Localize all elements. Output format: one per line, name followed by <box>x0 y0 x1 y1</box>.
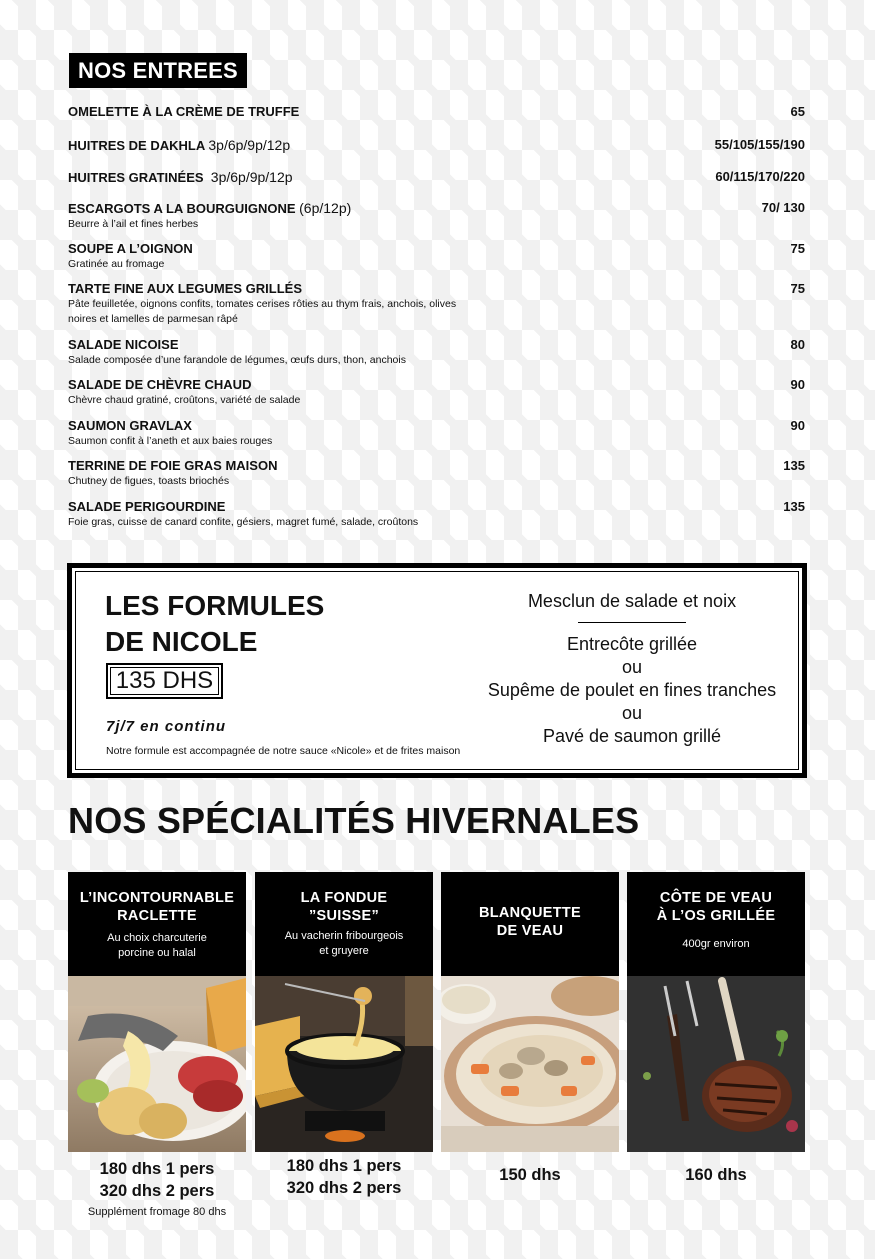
formule-menu <box>472 590 792 748</box>
item-price: 55/105/155/190 <box>714 137 805 152</box>
item-price: 135 <box>783 458 805 473</box>
card-header <box>627 872 805 976</box>
item-description: Chèvre chaud gratiné, croûtons, variété de salade <box>68 394 301 406</box>
item-price: 135 <box>783 499 805 514</box>
menu-item <box>68 377 805 408</box>
item-price: 90 <box>790 377 805 392</box>
item-description: Gratinée au fromage <box>68 258 165 270</box>
item-name: HUITRES GRATINÉES <box>68 170 204 185</box>
menu-item <box>68 137 805 154</box>
formule-note: Notre formule est accompagnée de notre sauce «Nicole» et de frites maison <box>106 745 461 757</box>
menu-item <box>68 200 805 232</box>
item-price: 80 <box>790 337 805 352</box>
item-name: SAUMON GRAVLAX <box>68 418 192 433</box>
item-name: SALADE DE CHÈVRE CHAUD <box>68 377 252 392</box>
item-description: Beurre à l’ail et fines herbes <box>68 218 199 230</box>
card-price-line1: 180 dhs 1 pers <box>286 1157 402 1175</box>
item-name: SALADE PERIGOURDINE <box>68 499 226 514</box>
blanquette-image <box>441 976 619 1152</box>
card-desc <box>255 929 433 959</box>
card-name-line2: RACLETTE <box>117 908 197 924</box>
card-header <box>68 872 246 976</box>
card-price-line2: 320 dhs 2 pers <box>99 1182 215 1200</box>
formule-main-1: Entrecôte grillée <box>566 634 698 654</box>
card-price <box>627 1164 805 1186</box>
item-portions: 3p/6p/9p/12p <box>210 169 293 185</box>
fondue-photo <box>255 976 433 1152</box>
card-price <box>255 1155 433 1199</box>
fondue-image <box>255 976 433 1152</box>
item-name: SALADE NICOISE <box>68 337 179 352</box>
item-price: 60/115/170/220 <box>715 169 805 184</box>
card-desc-line2: porcine ou halal <box>118 947 196 959</box>
item-price: 75 <box>790 281 805 296</box>
card-price <box>68 1158 246 1202</box>
item-description: Foie gras, cuisse de canard confite, gésiers, magret fumé, salade, croûtons <box>68 516 419 528</box>
formule-or-2: ou <box>621 703 643 723</box>
item-name: ESCARGOTS A LA BOURGUIGNONE <box>68 201 296 216</box>
raclette-image <box>68 976 246 1152</box>
specialty-card-fondue <box>255 872 433 1199</box>
card-header <box>255 872 433 976</box>
raclette-photo <box>68 976 246 1152</box>
formule-price-badge <box>106 663 223 699</box>
card-desc-line1: Au choix charcuterie <box>107 932 207 944</box>
item-portions: 3p/6p/9p/12p <box>208 137 291 153</box>
formule-starter: Mesclun de salade et noix <box>527 591 737 611</box>
card-desc <box>68 931 246 961</box>
card-desc-line2: et gruyere <box>319 945 369 957</box>
formule-or-1: ou <box>621 657 643 677</box>
menu-item <box>68 418 805 449</box>
cote-de-veau-photo <box>627 976 805 1152</box>
card-name-line1: CÔTE DE VEAU <box>659 890 773 906</box>
item-description: Salade composée d’une farandole de légumes, œufs durs, thon, anchois <box>68 354 406 366</box>
card-desc <box>627 937 805 952</box>
menu-item <box>68 169 805 186</box>
card-desc-line1: Au vacherin fribourgeois <box>284 930 404 942</box>
item-portions: (6p/12p) <box>299 200 352 216</box>
item-price: 90 <box>790 418 805 433</box>
formule-main-2: Supême de poulet en fines tranches <box>487 680 777 700</box>
item-price: 75 <box>790 241 805 256</box>
item-price: 65 <box>790 104 805 119</box>
item-name: TERRINE DE FOIE GRAS MAISON <box>68 458 278 473</box>
item-description: Chutney de figues, toasts briochés <box>68 475 230 487</box>
formule-title-line1: LES FORMULES <box>105 590 325 621</box>
item-name: OMELETTE À LA CRÈME DE TRUFFE <box>68 104 300 119</box>
cote-de-veau-image <box>627 976 805 1152</box>
card-price-line1: 150 dhs <box>499 1166 561 1184</box>
formule-price-inner-border <box>110 667 219 695</box>
entrees-title: NOS ENTREES <box>69 53 247 88</box>
specialty-card-cote-de-veau <box>627 872 805 1186</box>
specialty-card-blanquette <box>441 872 619 1186</box>
card-note: Supplément fromage 80 dhs <box>87 1206 227 1218</box>
blanquette-photo <box>441 976 619 1152</box>
menu-item <box>68 104 805 120</box>
menu-item <box>68 499 805 530</box>
menu-item <box>68 337 805 368</box>
formule-title-line2: DE NICOLE <box>105 626 258 657</box>
card-price <box>441 1164 619 1186</box>
menu-item <box>68 458 805 489</box>
card-price-line1: 180 dhs 1 pers <box>99 1160 215 1178</box>
item-name: TARTE FINE AUX LEGUMES GRILLÉS <box>68 281 303 296</box>
card-header <box>441 872 619 976</box>
specialites-title: NOS SPÉCIALITÉS HIVERNALES <box>68 800 640 841</box>
formule-title <box>105 588 324 660</box>
card-name-line1: L’INCONTOURNABLE <box>79 890 235 906</box>
item-name: SOUPE A L’OIGNON <box>68 241 193 256</box>
card-name-line2: À L’OS GRILLÉE <box>656 908 776 924</box>
card-price-line2: 320 dhs 2 pers <box>286 1179 402 1197</box>
item-description: Saumon confit à l’aneth et aux baies rouges <box>68 435 273 447</box>
card-name-line2: ”SUISSE” <box>308 908 380 924</box>
formule-separator <box>578 622 686 623</box>
card-desc-line1: 400gr environ <box>682 938 750 950</box>
formule-main-3: Pavé de saumon grillé <box>542 726 722 746</box>
card-name-line1: BLANQUETTE <box>478 905 582 921</box>
card-name-line2: DE VEAU <box>496 923 564 939</box>
item-price: 70/ 130 <box>761 200 805 215</box>
menu-item <box>68 241 805 272</box>
formule-hours: 7j/7 en continu <box>106 718 227 735</box>
card-price-line1: 160 dhs <box>685 1166 747 1184</box>
formule-price: 135 DHS <box>115 667 214 694</box>
item-name: HUITRES DE DAKHLA <box>68 138 205 153</box>
specialty-card-raclette <box>68 872 246 1218</box>
formule-box <box>67 563 807 778</box>
card-name-line1: LA FONDUE <box>300 890 388 906</box>
menu-item <box>68 281 805 327</box>
item-description: Pâte feuilletée, oignons confits, tomates cerises rôties au thym frais, anchois, olives noires et lamelles de parmesan râpé <box>68 298 457 325</box>
